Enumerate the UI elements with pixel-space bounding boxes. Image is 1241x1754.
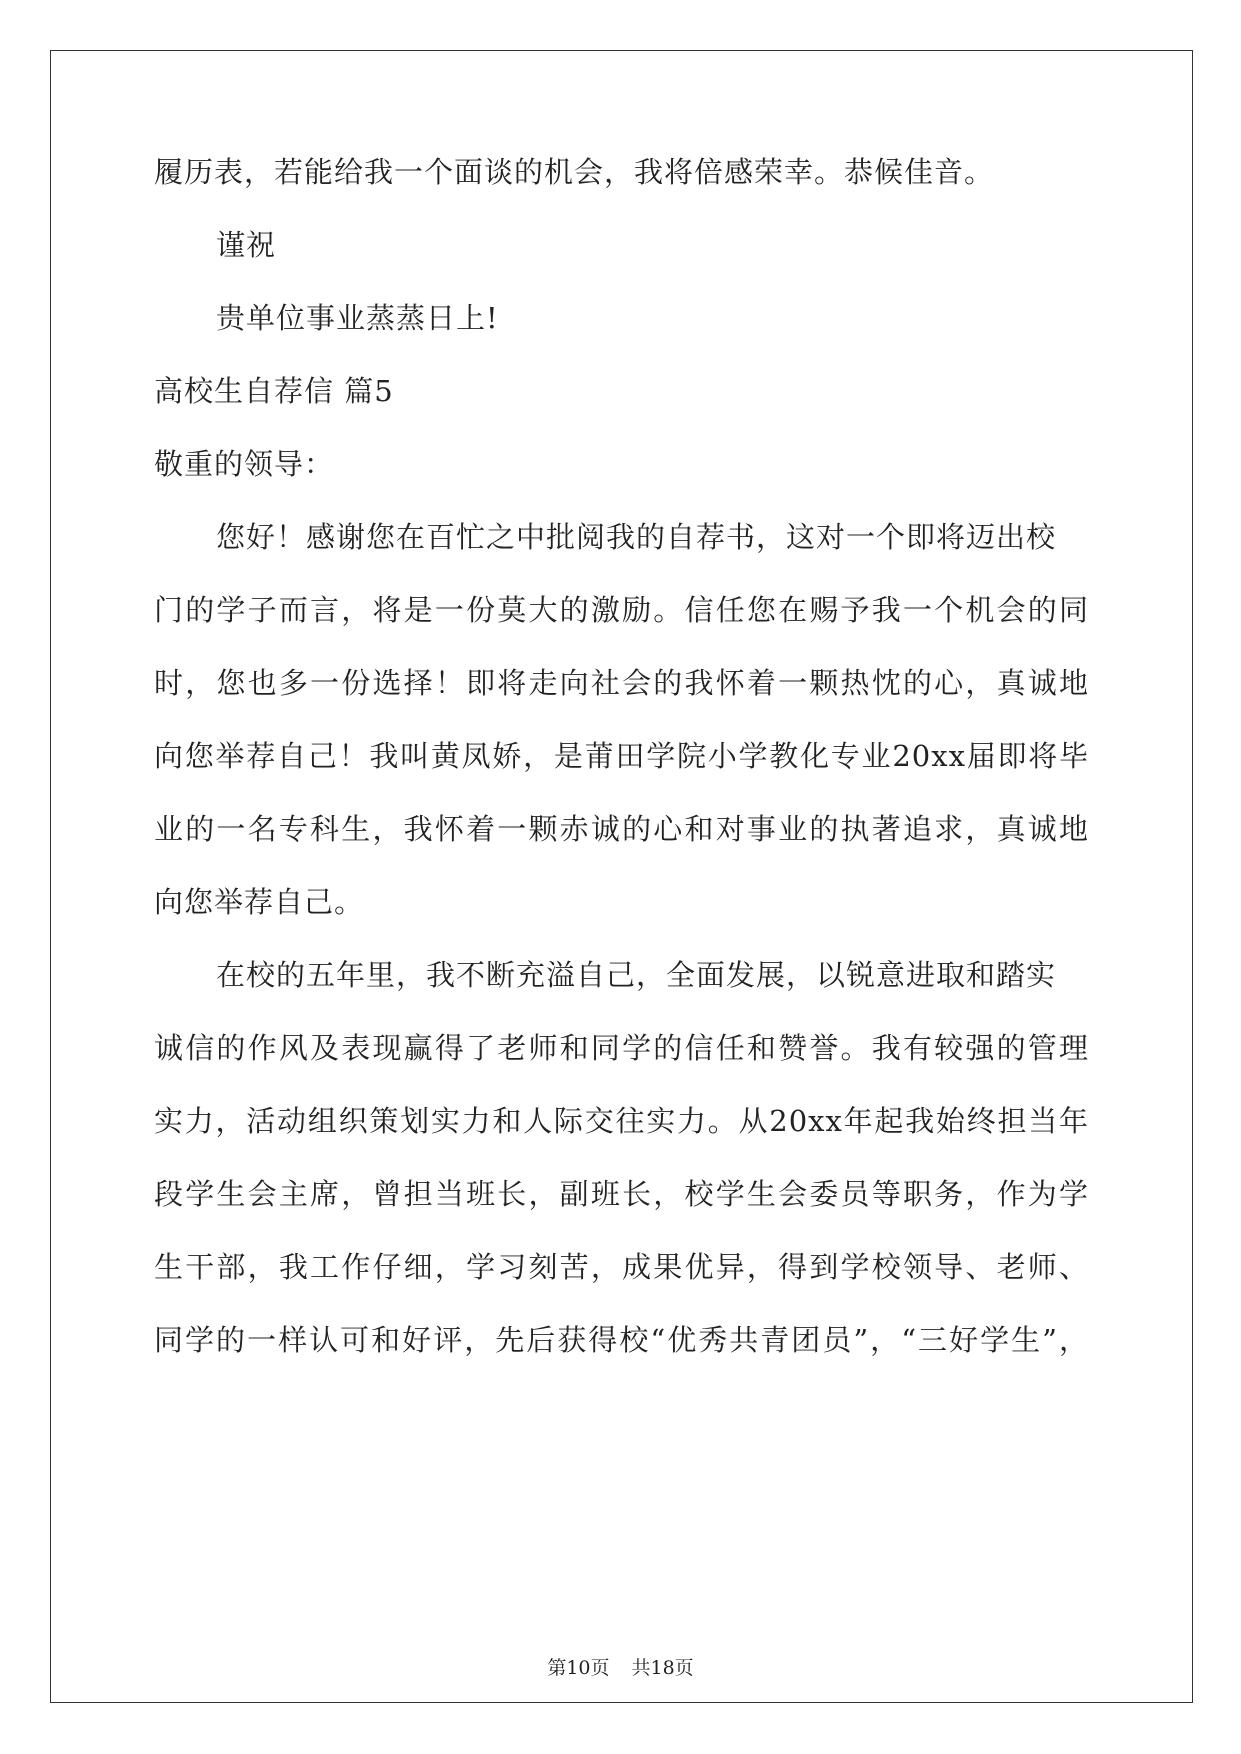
closing-salutation: 谨祝	[216, 228, 277, 262]
text-line: 段学生会主席，曾担当班长，副班长，校学生会委员等职务，作为学	[154, 1177, 1089, 1211]
text-line: 实力，活动组织策划实力和人际交往实力。从20xx年起我始终担当年	[154, 1104, 1089, 1138]
page-number: 第10页	[547, 1657, 610, 1679]
text-line: 时，您也多一份选择！即将走向社会的我怀着一颗热忱的心，真诚地	[154, 666, 1089, 700]
text-line: 诚信的作风及表现赢得了老师和同学的信任和赞誉。我有较强的管理	[154, 1031, 1089, 1065]
text-line: 在校的五年里，我不断充溢自己，全面发展，以锐意进取和踏实	[216, 958, 1057, 992]
text-line: 业的一名专科生，我怀着一颗赤诚的心和对事业的执著追求，真诚地	[154, 812, 1089, 846]
text-line: 您好！感谢您在百忙之中批阅我的自荐书，这对一个即将迈出校	[216, 520, 1057, 554]
greeting: 敬重的领导：	[154, 447, 335, 481]
section-heading: 高校生自荐信 篇5	[154, 374, 394, 408]
text-line: 同学的一样认可和好评，先后获得校“优秀共青团员”，“三好学生”，	[154, 1323, 1089, 1357]
page-total: 共18页	[631, 1657, 694, 1679]
text-line: 向您举荐自己！我叫黄凤娇，是莆田学院小学教化专业20xx届即将毕	[154, 739, 1089, 773]
closing-wish: 贵单位事业蒸蒸日上!	[216, 301, 499, 335]
page-footer	[0, 1656, 1241, 1680]
text-line: 门的学子而言，将是一份莫大的激励。信任您在赐予我一个机会的同	[154, 593, 1089, 627]
text-line: 履历表，若能给我一个面谈的机会，我将倍感荣幸。恭候佳音。	[154, 155, 995, 189]
text-line: 向您举荐自己。	[154, 885, 365, 919]
text-line: 生干部，我工作仔细，学习刻苦，成果优异，得到学校领导、老师、	[154, 1250, 1089, 1284]
